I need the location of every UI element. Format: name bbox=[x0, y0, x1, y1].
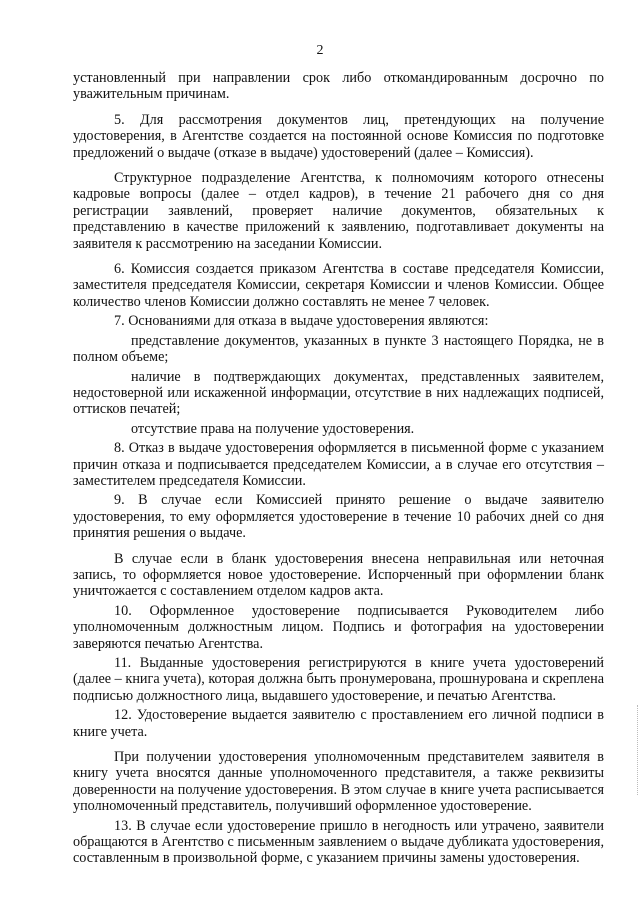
paragraph-item-13: 13. В случае если удостоверение пришло в негодность или утрачено, заявители обращаются в Агентство с письменным заявлением о выдаче дубликата удостоверения, составленным в произвольной форме, с указанием причины замены удостоверения. bbox=[73, 817, 604, 867]
paragraph-item-9: 9. В случае если Комиссией принято решение о выдаче заявителю удостоверения, то ему оформляется удостоверение в течение 10 рабочих дней со дня принятия решения о выдаче. bbox=[73, 492, 604, 542]
scan-margin-mark bbox=[631, 705, 638, 795]
paragraph-item-5: 5. Для рассмотрения документов лиц, претендующих на получение удостоверения, в Агентстве создается на постоянной основе Комиссия по подготовке предложений о выдаче (отказе в выдаче) удостоверений (далее – Комиссия). bbox=[73, 111, 604, 161]
document-body bbox=[73, 70, 604, 867]
paragraph-incorrect-entry: В случае если в бланк удостоверения внесена неправильная или неточная запись, то оформляется новое удостоверение. Испорченный при оформлении бланк уничтожается с составлением отделом кадров акта. bbox=[73, 550, 604, 600]
paragraph-refusal-reason-3: отсутствие права на получение удостоверения. bbox=[131, 420, 415, 437]
paragraph-item-11: 11. Выданные удостоверения регистрируются в книге учета удостоверений (далее – книга учета), которая должна быть пронумерована, прошнурована и скреплена подписью должностного лица, выдавшего удостоверение, и печатью Агентства. bbox=[73, 655, 604, 704]
paragraph-hr-department: Структурное подразделение Агентства, к полномочиям которого отнесены кадровые вопросы (далее – отдел кадров), в течение 21 рабочего дня со дня регистрации заявлений, проверяет наличие документов, обязательных к представлению в качестве приложений к заявлению, подготавливает документы на заявителя к рассмотрению на заседании Комиссии. bbox=[73, 170, 604, 252]
paragraph-item-7: 7. Основаниями для отказа в выдаче удостоверения являются: bbox=[114, 313, 489, 330]
paragraph-refusal-reason-1: представление документов, указанных в пункте 3 настоящего Порядка, не в полном объеме; bbox=[73, 332, 604, 366]
paragraph-item-6: 6. Комиссия создается приказом Агентства в составе председателя Комиссии, заместителя председателя Комиссии, секретаря Комиссии и членов Комиссии. Общее количество членов Комиссии должно составлять не менее 7 человек. bbox=[73, 261, 604, 310]
paragraph-item-12: 12. Удостоверение выдается заявителю с проставлением его личной подписи в книге учета. bbox=[73, 707, 604, 740]
paragraph-continuation: установленный при направлении срок либо откомандированным досрочно по уважительным причинам. bbox=[73, 70, 604, 103]
paragraph-item-10: 10. Оформленное удостоверение подписывается Руководителем либо уполномоченным должностным лицом. Подпись и фотография на удостоверении заверяются печатью Агентства. bbox=[73, 602, 604, 652]
paragraph-representative: При получении удостоверения уполномоченным представителем заявителя в книгу учета вносятся данные уполномоченного представителя, а также реквизиты доверенности на получение удостоверения. В этом случае в книге учета расписывается уполномоченный представитель, получивший оформленное удостоверение. bbox=[73, 749, 604, 815]
page-number: 2 bbox=[316, 43, 324, 58]
paragraph-refusal-reason-2: наличие в подтверждающих документах, представленных заявителем, недостоверной или искаженной информации, отсутствие в них надлежащих подписей, оттисков печатей; bbox=[73, 368, 604, 418]
paragraph-item-8: 8. Отказ в выдаче удостоверения оформляется в письменной форме с указанием причин отказа и подписывается председателем Комиссии, а в случае его отсутствия – заместителем председателя Комиссии. bbox=[73, 440, 604, 489]
